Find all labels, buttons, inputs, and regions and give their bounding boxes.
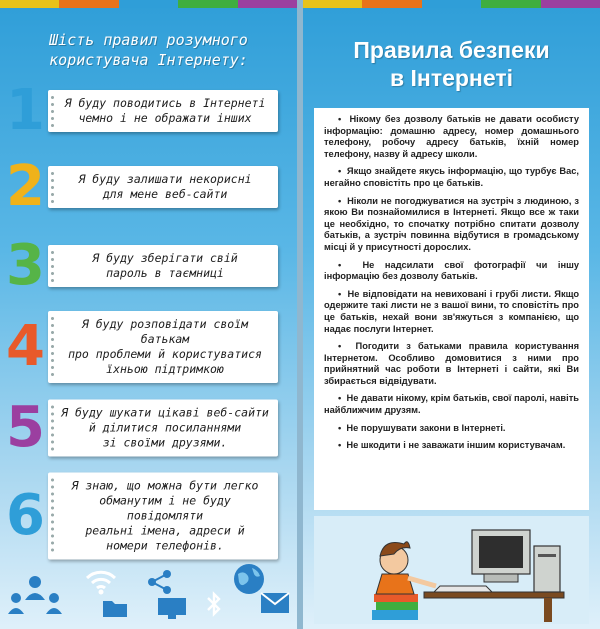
rule-2 <box>0 152 297 222</box>
people-network-icon <box>6 572 64 618</box>
rule-number: 1 <box>6 78 45 143</box>
rule-paragraph: • Нікому без дозволу батьків не давати особисту інформацію: домашню адресу, номер домашнього телефону, робочу адресу батьків, їхній номер телефону, назву й адресу школи. <box>324 114 579 160</box>
mail-icon <box>260 592 290 614</box>
color-stripe <box>0 0 297 8</box>
safety-rules-list <box>314 108 589 510</box>
rule-4 <box>0 312 297 382</box>
globe-icon <box>232 562 266 596</box>
rule-paragraph: • Не давати нікому, крім батьків, свої паролі, навіть найближчим друзям. <box>324 393 579 416</box>
rule-5 <box>0 393 297 463</box>
rule-paragraph: • Не надсилати свої фотографії чи іншу інформацію без дозволу батьків. <box>324 260 579 283</box>
left-title: Шість правил розумного користувача Інтернету: <box>49 31 248 69</box>
rule-paragraph: • Не шкодити і не заважати іншим користувачам. <box>324 440 579 452</box>
rule-paragraph: • Погодити з батьками правила користування Інтернетом. Особливо домовитися з ними про прийнятний час роботи в Інтернеті і сайти, які Ви збирається відвідувати. <box>324 341 579 387</box>
rule-note: Я буду поводитись в Інтернеті чемно і не ображати інших <box>48 90 278 132</box>
rule-number: 5 <box>6 395 45 460</box>
child-at-computer-illustration <box>314 516 589 624</box>
rule-note: Я буду розповідати своїм батькам про проблеми й користуватися їхньою підтримкою <box>48 311 278 383</box>
color-stripe <box>303 0 600 8</box>
bluetooth-icon <box>204 590 224 618</box>
rule-number: 2 <box>6 154 45 219</box>
rule-number: 6 <box>6 483 45 548</box>
rule-note: Я буду зберігати свій пароль в таємниці <box>48 245 278 287</box>
rule-note: Я буду шукати цікаві веб-сайти й ділитися посиланнями зі своїми друзями. <box>48 400 278 457</box>
share-icon <box>146 568 174 596</box>
right-title: Правила безпеки в Інтернеті <box>353 37 550 91</box>
monitor-icon <box>156 596 188 620</box>
rule-note: Я буду залишати некорисні для мене веб-сайти <box>48 166 278 208</box>
computer-illustration <box>314 516 589 624</box>
folder-icon <box>102 598 128 618</box>
right-panel <box>303 0 600 629</box>
rule-1 <box>0 76 297 146</box>
icon-strip <box>6 562 294 622</box>
rule-paragraph: • Не порушувати закони в Інтернеті. <box>324 423 579 435</box>
rule-paragraph: • Якщо знайдете якусь інформацію, що турбує Вас, негайно сповістіть про це батьків. <box>324 166 579 189</box>
rule-paragraph: • Не відповідати на невиховані і грубі листи. Якщо одержите такі листи не з вашої вини, то сповістіть про це батьків, нехай вони зв'яжуться з компанією, що надає послуги Інтернет. <box>324 289 579 335</box>
wifi-icon <box>84 566 118 596</box>
left-panel <box>0 0 297 629</box>
rule-number: 4 <box>6 314 45 379</box>
rule-note: Я знаю, що можна бути легко обманутим і не буду повідомляти реальні імена, адреси й номери телефонів. <box>48 473 278 560</box>
rule-6 <box>0 478 297 553</box>
rule-number: 3 <box>6 233 45 298</box>
rule-paragraph: • Ніколи не погоджуватися на зустріч з людиною, з якою Ви познайомилися в Інтернеті. Якщо все ж таки це необхідно, то спочатку потрібно спитати дозволу батьків, а зустріч повинна відбутися в громадському місці й у присутності дорослих. <box>324 196 579 254</box>
rule-3 <box>0 231 297 301</box>
